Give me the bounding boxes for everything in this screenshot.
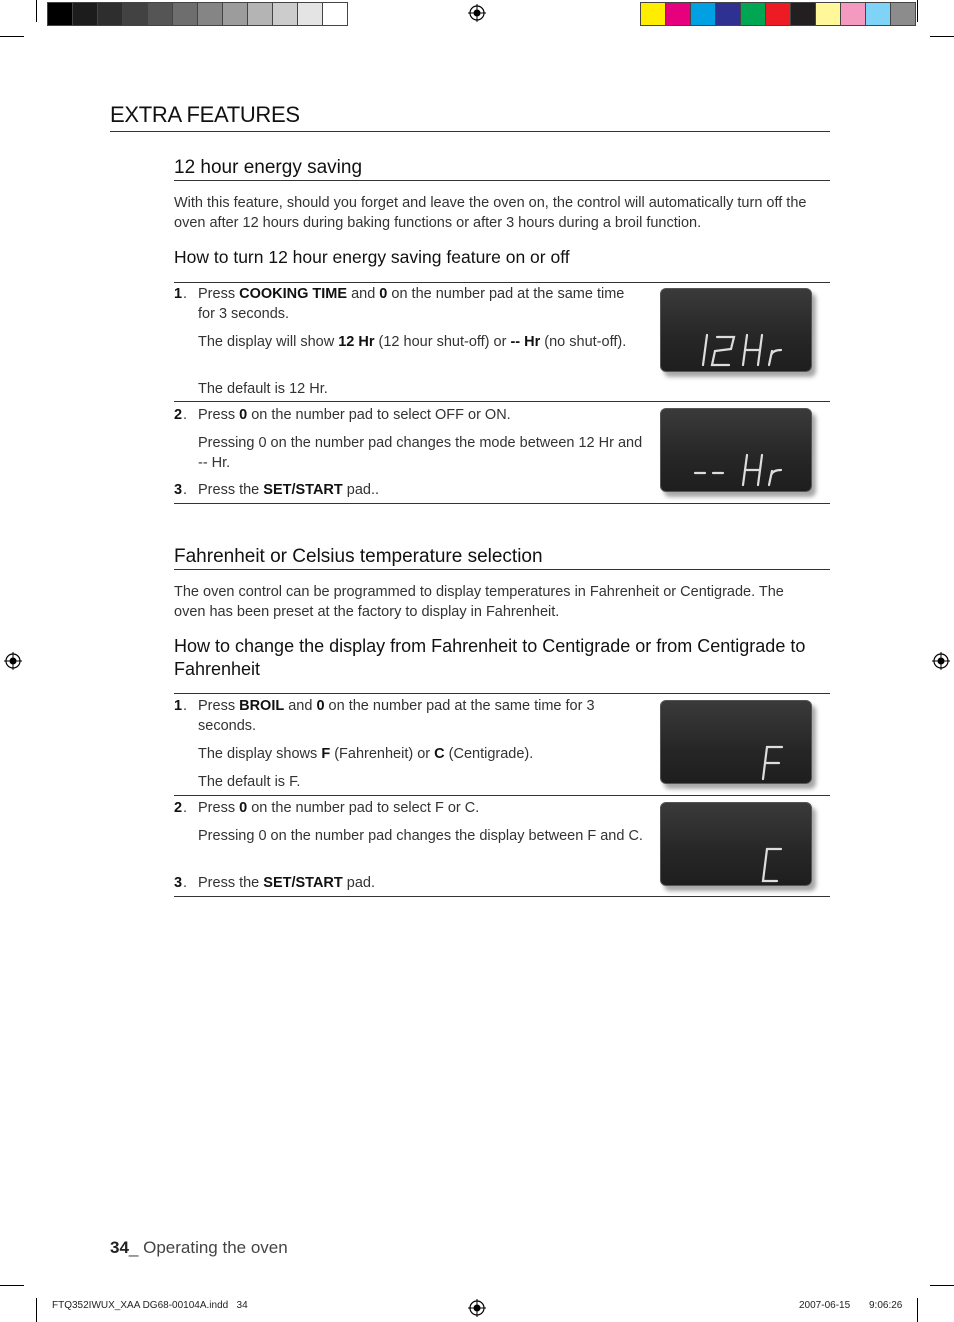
color-swatch	[790, 3, 815, 25]
grayscale-color-bar	[47, 2, 348, 26]
color-swatch	[297, 3, 322, 25]
color-swatch	[247, 3, 272, 25]
key-broil: BROIL	[239, 698, 285, 714]
table-rule	[174, 401, 830, 402]
section-rule	[174, 180, 830, 181]
section-rule	[174, 569, 830, 570]
temp-howto-heading: How to change the display from Fahrenheit to Centigrade or from Centigrade to Fahrenheit	[174, 636, 806, 679]
energy-step-2-note: Pressing 0 on the number pad changes the mode between 12 Hr and -- Hr.	[198, 435, 643, 471]
registration-mark-icon	[468, 1299, 486, 1317]
color-swatch	[72, 3, 97, 25]
page-footer	[110, 1238, 288, 1258]
key-cooking-time: COOKING TIME	[239, 286, 348, 302]
color-swatch	[815, 3, 840, 25]
color-swatch	[665, 3, 690, 25]
key-set-start: SET/START	[263, 482, 343, 498]
energy-step-2: 2 . Press 0 on the number pad to select OFF or ON.	[174, 407, 511, 423]
energy-step-1: 1 . Press COOKING TIME and 0 on the number pad at the same time for 3 seconds.	[174, 286, 625, 322]
energy-howto-heading: How to turn 12 hour energy saving feature on or off	[174, 247, 570, 267]
lcd-display-f	[660, 700, 812, 784]
temp-step-1: 1 . Press BROIL and 0 on the number pad at the same time for 3 seconds.	[174, 698, 595, 734]
lcd-display-12hr	[660, 288, 812, 372]
color-swatch	[222, 3, 247, 25]
color-swatch	[715, 3, 740, 25]
color-swatch	[197, 3, 222, 25]
registration-mark-icon	[932, 652, 950, 670]
energy-step-3: 3 . Press the SET/START pad..	[174, 482, 380, 498]
temp-step-1-display-note: The display shows F (Fahrenheit) or C (Centigrade).	[198, 746, 534, 762]
temp-step-1-default: The default is F.	[198, 774, 301, 790]
color-swatch	[322, 3, 347, 25]
energy-step-1-display-note: The display will show 12 Hr (12 hour shut-off) or -- Hr (no shut-off).	[198, 334, 627, 350]
crop-mark	[0, 1285, 24, 1286]
process-color-bar	[640, 2, 916, 26]
title-rule	[110, 131, 830, 132]
page-number: 34	[110, 1238, 129, 1257]
color-swatch	[740, 3, 765, 25]
lcd-display-no-shutoff	[660, 408, 812, 492]
color-swatch	[890, 3, 915, 25]
crop-mark	[917, 1298, 918, 1322]
table-rule	[174, 896, 830, 897]
energy-step-1-default: The default is 12 Hr.	[198, 381, 328, 397]
color-swatch	[122, 3, 147, 25]
section-heading-energy: 12 hour energy saving	[174, 157, 363, 178]
table-rule	[174, 503, 830, 504]
crop-mark	[0, 36, 24, 37]
step-number: 1	[174, 286, 183, 302]
section-heading-temp: Fahrenheit or Celsius temperature selection	[174, 546, 543, 567]
color-swatch	[690, 3, 715, 25]
table-rule	[174, 795, 830, 796]
color-swatch	[641, 3, 665, 25]
color-swatch	[865, 3, 890, 25]
slug-date: 2007-06-15	[799, 1300, 851, 1311]
color-swatch	[172, 3, 197, 25]
crop-mark	[930, 36, 954, 37]
color-swatch	[272, 3, 297, 25]
table-rule	[174, 282, 830, 283]
section-name: _ Operating the oven	[128, 1238, 288, 1257]
slug-time: 9:06:26	[869, 1300, 903, 1311]
color-swatch	[147, 3, 172, 25]
registration-mark-icon	[468, 4, 486, 22]
lcd-display-c	[660, 802, 812, 886]
table-rule	[174, 693, 830, 694]
energy-intro: With this feature, should you forget and leave the oven on, the control will automatically turn off the oven after 12 hours during baking functions or after 3 hours during a broil function.	[174, 195, 807, 231]
temp-step-2-note: Pressing 0 on the number pad changes the display between F and C.	[198, 828, 643, 844]
temp-intro: The oven control can be programmed to display temperatures in Fahrenheit or Centigrade. The oven has been preset at the factory to display in Fahrenheit.	[174, 584, 784, 620]
slug-file: FTQ352IWUX_XAA DG68-00104A.indd 34	[52, 1300, 248, 1311]
crop-mark	[36, 1298, 37, 1322]
crop-mark	[917, 0, 918, 22]
temp-step-3: 3 . Press the SET/START pad.	[174, 875, 376, 891]
color-swatch	[97, 3, 122, 25]
color-swatch	[765, 3, 790, 25]
color-swatch	[48, 3, 72, 25]
crop-mark	[930, 1285, 954, 1286]
color-swatch	[840, 3, 865, 25]
registration-mark-icon	[4, 652, 22, 670]
temp-step-2: 2 . Press 0 on the number pad to select F or C.	[174, 800, 480, 816]
page-title: EXTRA FEATURES	[110, 102, 300, 127]
crop-mark	[36, 0, 37, 22]
